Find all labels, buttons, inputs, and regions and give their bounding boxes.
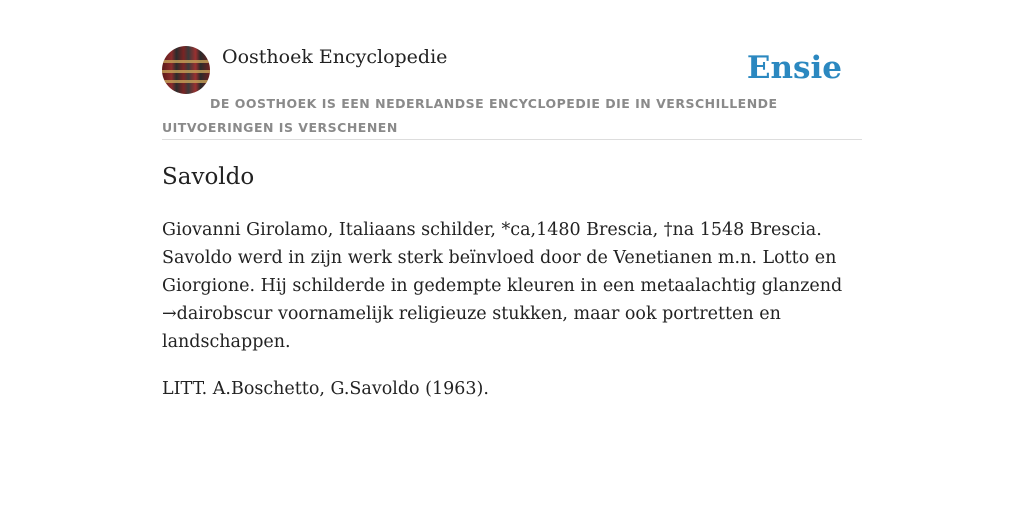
- entry-text: voornamelijk religieuze stukken, maar ook portretten en landschappen.: [162, 304, 781, 352]
- site-avatar[interactable]: [162, 46, 210, 94]
- entry-text: Giovanni Girolamo, Italiaans schilder, *ca,1480 Brescia, †na 1548 Brescia. Savoldo werd in zijn werk sterk beïnvloed door de Venetianen m.n. Lotto en Giorgione. Hij schilderde in gedempte kleuren in een metaalachtig glanzend: [162, 220, 843, 296]
- book-spine-band: [162, 80, 210, 83]
- brand-logo-link[interactable]: Ensie: [746, 50, 842, 86]
- entry-paragraph: [162, 216, 852, 356]
- entry-literature: LITT. A.Boschetto, G.Savoldo (1963).: [162, 379, 489, 399]
- entry-body: [162, 216, 852, 422]
- book-spine-band: [162, 70, 210, 73]
- book-spine-band: [162, 60, 210, 63]
- entry-title: Savoldo: [162, 164, 255, 190]
- header-divider: [162, 139, 862, 140]
- cross-reference-link[interactable]: →dairobscur: [162, 304, 273, 324]
- site-tagline: DE OOSTHOEK IS EEN NEDERLANDSE ENCYCLOPEDIE DIE IN VERSCHILLENDE UITVOERINGEN IS VERSCHENEN: [162, 96, 778, 135]
- site-title-link[interactable]: Oosthoek Encyclopedie: [222, 46, 448, 68]
